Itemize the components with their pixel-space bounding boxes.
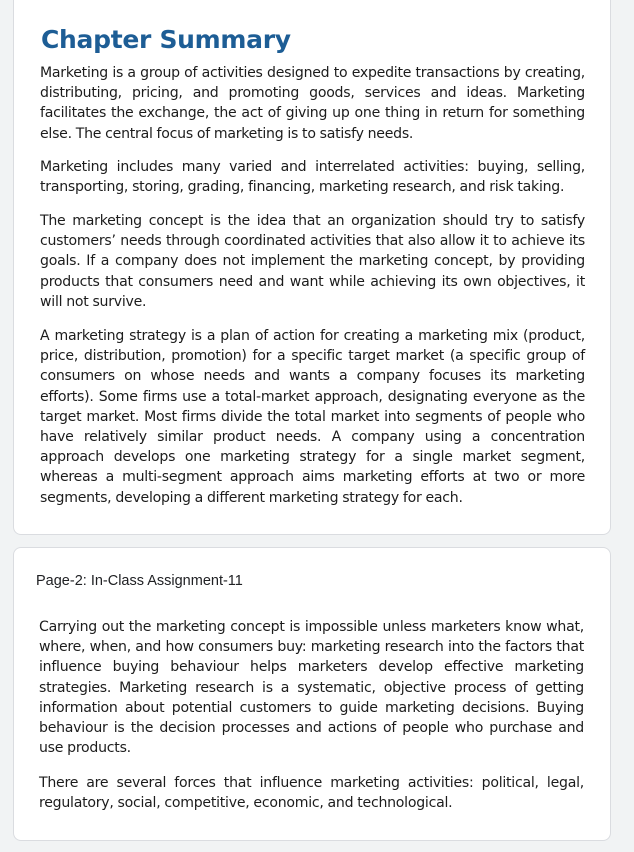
page-label: Page-2: In-Class Assignment-11 [36,573,243,589]
chapter-summary-title: Chapter Summary [41,25,291,54]
chapter-summary-card [13,0,611,535]
assignment-card [13,547,611,841]
assignment-paragraph: Carrying out the marketing concept is impossible unless marketers know what, where, when, and how consumers buy: marketing research into the factors that influence buying behaviour helps marketers develop effective marketing strategies. Marketing research is a systematic, objective process of getting information about potential customers to guide marketing decisions. Buying behaviour is the decision processes and actions of people who purchase and use products. [39,619,584,757]
summary-paragraph: A marketing strategy is a plan of action for creating a marketing mix (product, price, distribution, promotion) for a specific target market (a specific group of consumers on whose needs and wants a company focuses its marketing efforts). Some firms use a total-market approach, designating everyone as the target market. Most firms divide the total market into segments of people who have relatively similar product needs. A company using a concentration approach develops one marketing strategy for a single market segment, whereas a multi-segment approach aims marketing efforts at two or more segments, developing a different marketing strategy for each. [40,328,585,506]
summary-paragraph: Marketing includes many varied and interrelated activities: buying, selling, transporting, storing, grading, financing, marketing research, and risk taking. [40,159,585,196]
summary-paragraph: The marketing concept is the idea that an organization should try to satisfy customers’ needs through coordinated activities that also allow it to achieve its goals. If a company does not implement the marketing concept, by providing products that consumers need and want while achieving its own objectives, it will not survive. [40,213,585,310]
assignment-paragraph: There are several forces that influence marketing activities: political, legal, regulatory, social, competitive, economic, and technological. [39,775,584,812]
summary-paragraph: Marketing is a group of activities designed to expedite transactions by creating, distributing, pricing, and promoting goods, services and ideas. Marketing facilitates the exchange, the act of giving up one thing in return for something else. The central focus of marketing is to satisfy needs. [40,65,585,142]
